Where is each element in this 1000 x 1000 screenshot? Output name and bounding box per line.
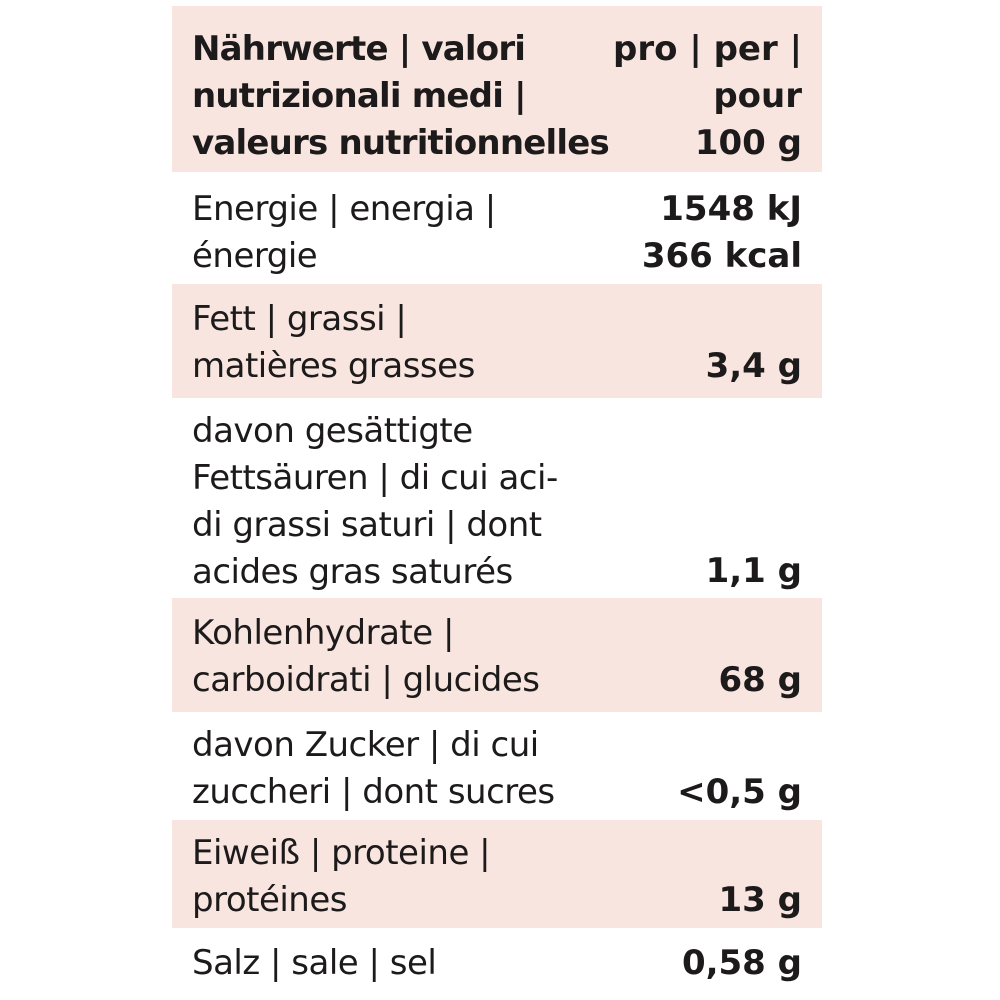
- row-label: Energie | energia | énergie: [192, 189, 496, 276]
- row-value: <0,5 g: [677, 772, 802, 812]
- table-row-carbohydrates: [172, 598, 822, 712]
- row-label: Salz | sale | sel: [192, 943, 437, 983]
- row-value: 1548 kJ 366 kcal: [641, 189, 802, 276]
- table-row-sugars: [172, 712, 822, 820]
- row-label: davon Zucker | di cui zuccheri | dont sucres: [192, 725, 555, 812]
- header-label: Nährwerte | valori nutrizionali medi | valeurs nutritionnelles: [192, 29, 609, 163]
- table-row-fat: [172, 284, 822, 398]
- row-value: 68 g: [718, 660, 802, 700]
- row-value: 13 g: [718, 880, 802, 920]
- header-per-100g: pro | per | pour 100 g: [613, 29, 802, 163]
- table-row-salt: [172, 928, 822, 1000]
- table-header-row: [172, 6, 822, 172]
- row-label: Kohlenhydrate | carboidrati | glucides: [192, 613, 540, 700]
- row-label: davon gesättigte Fettsäuren | di cui aci- di grassi saturi | dont acides gras saturés: [192, 411, 558, 592]
- row-label: Eiweiß | proteine | protéines: [192, 833, 491, 920]
- row-value: 0,58 g: [681, 943, 802, 983]
- table-row-energy: [172, 172, 822, 284]
- nutrition-table: [172, 0, 822, 1000]
- table-row-protein: [172, 820, 822, 928]
- table-row-saturated-fat: [172, 398, 822, 598]
- row-value: 1,1 g: [705, 551, 802, 591]
- row-value: 3,4 g: [705, 346, 802, 386]
- row-label: Fett | grassi | matières grasses: [192, 299, 475, 386]
